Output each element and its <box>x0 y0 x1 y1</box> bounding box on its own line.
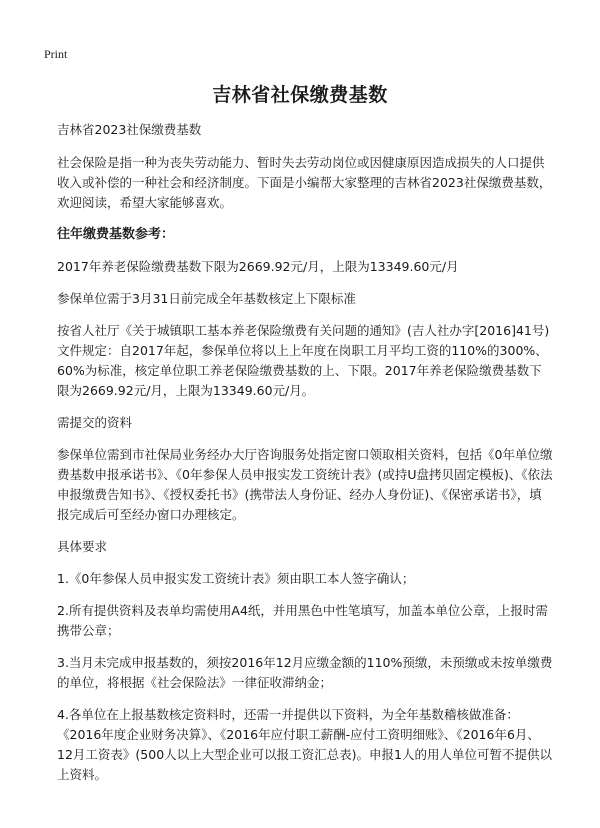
requirement-item-2: 2.所有提供资料及表单均需使用A4纸，并用黑色中性笔填写，加盖本单位公章，上报时需携带公章； <box>57 603 548 638</box>
print-label: Print <box>44 47 68 61</box>
section-heading-past-bases: 往年缴费基数参考： <box>57 227 175 242</box>
requirement-item-4: 4.各单位在上报基数核定资料时，还需一并提供以下资料，为全年基数稽核做准备：《2016年度企业财务决算》、《2016年应付职工薪酬-应付工资明细账》、《2016年6月、12月工资表》(500人以上大型企业可以报工资汇总表)。申报1人的用人单位可暂不提供以上资料。 <box>57 707 552 782</box>
article-subtitle: 吉林省2023社保缴费基数 <box>57 122 202 137</box>
deadline-paragraph: 参保单位需于3月31日前完成全年基数核定上下限标准 <box>57 291 356 306</box>
article-body <box>57 120 553 797</box>
regulation-paragraph: 按省人社厅《关于城镇职工基本养老保险缴费有关问题的通知》(吉人社办字[2016]41号)文件规定：自2017年起，参保单位将以上上年度在岗职工月平均工资的110%的300%、60%为标准，核定单位职工养老保险缴费基数的上、下限。2017年养老保险缴费基数下限为2669.92元/月，上限为13349.60元/月。 <box>57 323 550 398</box>
requirement-item-3: 3.当月未完成申报基数的，须按2016年12月应缴金额的110%预缴，未预缴或未按单缴费的单位，将根据《社会保险法》一律征收滞纳金； <box>57 655 553 690</box>
page-title: 吉林省社保缴费基数 <box>212 84 388 106</box>
intro-paragraph: 社会保险是指一种为丧失劳动能力、暂时失去劳动岗位或因健康原因造成损失的人口提供收入或补偿的一种社会和经济制度。下面是小编帮大家整理的吉林省2023社保缴费基数，欢迎阅读，希望大家能够喜欢。 <box>57 155 552 210</box>
section-heading-materials: 需提交的资料 <box>57 415 133 430</box>
materials-paragraph: 参保单位需到市社保局业务经办大厅咨询服务处指定窗口领取相关资料，包括《0年单位缴费基数申报承诺书》、《0年参保人员申报实发工资统计表》(或持U盘拷贝固定模板)、《依法申报缴费告知书》、《授权委托书》(携带法人身份证、经办人身份证)、《保密承诺书》，填报完成后可至经办窗口办理核定。 <box>57 447 553 522</box>
limits-2017-paragraph: 2017年养老保险缴费基数下限为2669.92元/月，上限为13349.60元/月 <box>57 259 459 274</box>
requirement-item-1: 1.《0年参保人员申报实发工资统计表》须由职工本人签字确认； <box>57 571 415 586</box>
section-heading-requirements: 具体要求 <box>57 539 108 554</box>
